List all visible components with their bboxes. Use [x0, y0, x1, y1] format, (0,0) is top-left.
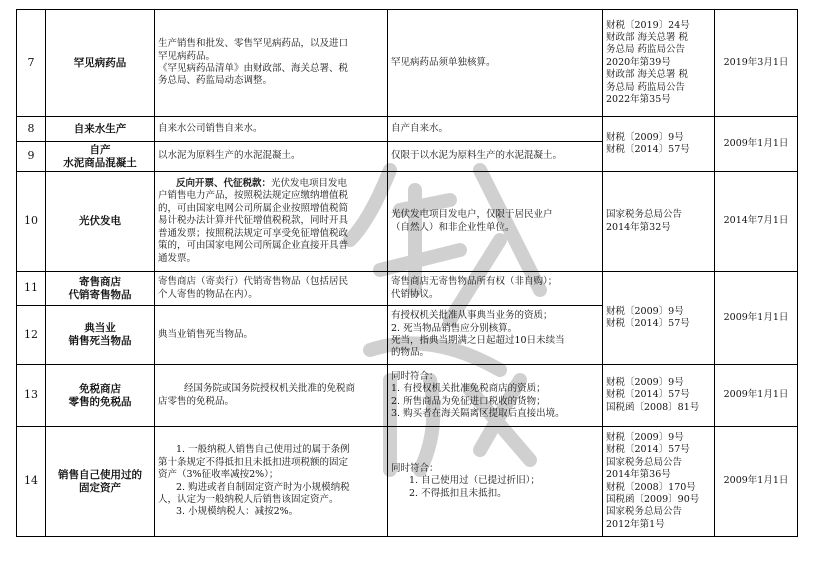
- row-number: 10: [17, 172, 46, 272]
- effective-date: 2009年1月1日: [715, 117, 798, 172]
- scope-cell: 生产销售和批发、零售罕见病药品，以及进口 罕见病药品。 《罕见病药品清单》由财政部、海关总署、税 务总局、药监局动态调整。: [155, 10, 388, 117]
- tax-exemption-table: [16, 9, 798, 537]
- table-row: [17, 172, 798, 272]
- item-name: 罕见病药品: [46, 10, 155, 117]
- row-number: 9: [17, 142, 46, 172]
- row-number: 14: [17, 427, 46, 537]
- scope-cell: 以水泥为原料生产的水泥混凝土。: [155, 142, 388, 172]
- item-name: 销售自己使用过的 固定资产: [46, 427, 155, 537]
- scope-cell: 1. 一般纳税人销售自己使用过的属于条例 第十条规定不得抵扣且未抵扣进项税额的固定 资产（3%征收率减按2%）； 2. 购进或者自制固定资产时为小规模纳税 人，认定为一般纳税人后销售该固定资产。 3. 小规模纳税人：减按2%。: [155, 427, 388, 537]
- effective-date: 2014年7月1日: [715, 172, 798, 272]
- table-row: [17, 365, 798, 427]
- basis-cell: 财税〔2009〕9号 财税〔2014〕57号 国家税务总局公告 2014年第36号 财税〔2008〕170号 国税函〔2009〕90号 国家税务总局公告 2012年第1号: [603, 427, 715, 537]
- basis-cell: 国家税务总局公告 2014年第32号: [603, 172, 715, 272]
- condition-cell: 罕见病药品须单独核算。: [388, 10, 603, 117]
- condition-cell: 自产自来水。: [388, 117, 603, 142]
- basis-cell: 财税〔2019〕24号 财政部 海关总署 税 务总局 药监局公告 2020年第39号 财政部 海关总署 税 务总局 药监局公告 2022年第35号: [603, 10, 715, 117]
- row-number: 13: [17, 365, 46, 427]
- condition-cell: 仅限于以水泥为原料生产的水泥混凝土。: [388, 142, 603, 172]
- table-row: [17, 272, 798, 306]
- condition-cell: 光伏发电项目发电户，仅限于居民业户 （自然人）和非企业性单位。: [388, 172, 603, 272]
- condition-cell: 同时符合： 1. 自己使用过（已提过折旧）； 2. 不得抵扣且未抵扣。: [388, 427, 603, 537]
- table-row: [17, 10, 798, 117]
- table-row: [17, 117, 798, 142]
- scope-bold-label: 反向开票、代征税款：: [176, 178, 272, 190]
- condition-cell: 有授权机关批准从事典当业务的资质； 2. 死当物品销售应分别核算。 死当，指典当期满之日起超过10日未续当 的物品。: [388, 306, 603, 365]
- row-number: 7: [17, 10, 46, 117]
- item-name: 光伏发电: [46, 172, 155, 272]
- row-number: 11: [17, 272, 46, 306]
- condition-cell: 同时符合： 1. 有授权机关批准免税商店的资质； 2. 所售商品为免征进口税收的货物； 3. 购买者在海关隔离区提取后直接出境。: [388, 365, 603, 427]
- basis-cell: 财税〔2009〕9号 财税〔2014〕57号 国税函〔2008〕81号: [603, 365, 715, 427]
- effective-date: 2009年1月1日: [715, 427, 798, 537]
- effective-date: 2009年1月1日: [715, 365, 798, 427]
- item-name: 自来水生产: [46, 117, 155, 142]
- table-row: [17, 427, 798, 537]
- effective-date: 2019年3月1日: [715, 10, 798, 117]
- condition-cell: 寄售商店无寄售物品所有权（非自购）； 代销协议。: [388, 272, 603, 306]
- row-number: 12: [17, 306, 46, 365]
- item-name: 寄售商店 代销寄售物品: [46, 272, 155, 306]
- scope-cell: 反向开票、代征税款：光伏发电项目发电 户销售电力产品，按照税法规定应缴纳增值税 的，可由国家电网公司所属企业按照增值税简 易计税办法计算并代征增值税税款，同时开具 普通发票；按照税法规定可享受免征增值税政 策的，可由国家电网公司所属企业直接开具普 通发票。: [155, 172, 388, 272]
- row-number: 8: [17, 117, 46, 142]
- scope-cell: 经国务院或国务院授权机关批准的免税商 店零售的免税品。: [155, 365, 388, 427]
- scope-cell: 寄售商店（寄卖行）代销寄售物品（包括居民 个人寄售的物品在内）。: [155, 272, 388, 306]
- basis-cell: 财税〔2009〕9号 财税〔2014〕57号: [603, 272, 715, 365]
- basis-cell: 财税〔2009〕9号 财税〔2014〕57号: [603, 117, 715, 172]
- effective-date: 2009年1月1日: [715, 272, 798, 365]
- item-name: 典当业 销售死当物品: [46, 306, 155, 365]
- scope-cell: 典当业销售死当物品。: [155, 306, 388, 365]
- item-name: 自产 水泥商品混凝土: [46, 142, 155, 172]
- scope-cell: 自来水公司销售自来水。: [155, 117, 388, 142]
- item-name: 免税商店 零售的免税品: [46, 365, 155, 427]
